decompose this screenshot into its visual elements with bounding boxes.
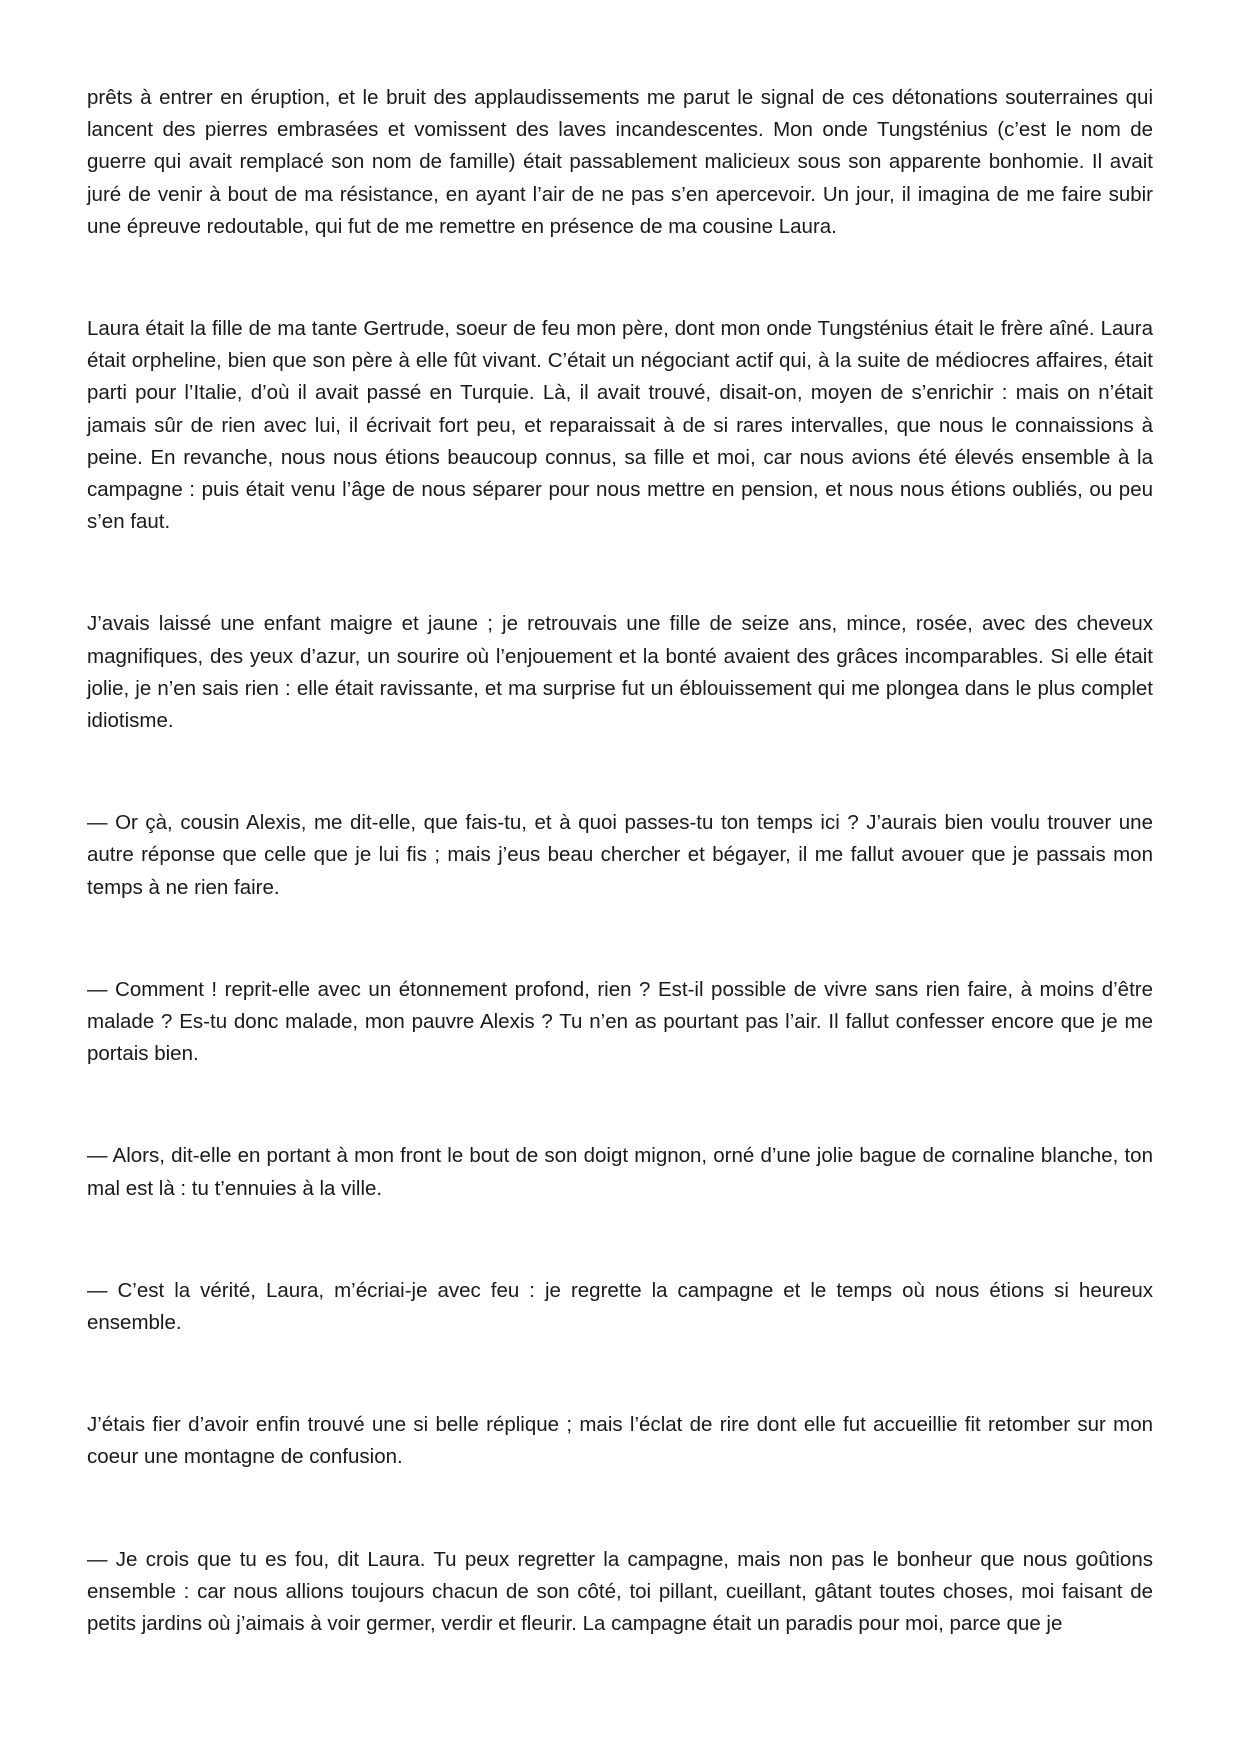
paragraph-eruption: prêts à entrer en éruption, et le bruit des applaudissements me parut le signal de ces détonations souterraines qui lancent des pierres embrasées et vomissent des laves incandescentes. Mon onde Tungsténius (c’est le nom de guerre qui avait remplacé son nom de famille) était passablement malicieux sous son apparente bonhomie. Il avait juré de venir à bout de ma résistance, en ayant l’air de ne pas s’en apercevoir. Un jour, il imagina de me faire subir une épreuve redoutable, qui fut de me remettre en présence de ma cousine Laura. — [87, 86, 1153, 238]
paragraph-gap — [87, 1339, 1153, 1409]
paragraph-gap — [87, 1070, 1153, 1140]
paragraph-gap — [87, 243, 1153, 313]
paragraph-dialogue-alors: — Alors, dit-elle en portant à mon front le bout de son doigt mignon, orné d’une jolie bague de cornaline blanche, ton mal est là : tu t’ennuies à la ville. — [87, 1144, 1153, 1200]
paragraph-replique: J’étais fier d’avoir enfin trouvé une si belle réplique ; mais l’éclat de rire dont elle fut accueillie fit retomber sur mon coeur une montagne de confusion. — [87, 1413, 1153, 1469]
document-page — [87, 82, 1153, 1640]
paragraph-gap — [87, 1474, 1153, 1544]
paragraph-dialogue-or-ca: — Or çà, cousin Alexis, me dit-elle, que fais-tu, et à quoi passes-tu ton temps ici ? J’aurais bien voulu trouver une autre réponse que celle que je lui fis ; mais j’eus beau chercher et bégayer, il me fallut avouer que je passais mon temps à ne rien faire. — [87, 811, 1153, 899]
paragraph-laura-family: Laura était la fille de ma tante Gertrude, soeur de feu mon père, dont mon onde Tungsténius était le frère aîné. Laura était orpheline, bien que son père à elle fût vivant. C’était un négociant actif qui, à la suite de médiocres affaires, était parti pour l’Italie, d’où il avait passé en Turquie. Là, il avait trouvé, disait-on, moyen de s’enrichir : mais on n’était jamais sûr de rien avec lui, il écrivait fort peu, et reparaissait à de si rares intervalles, que nous le connaissions à peine. En revanche, nous nous étions beaucoup connus, sa fille et moi, car nous avions été élevés ensemble à la campagne : puis était venu l’âge de nous séparer pour nous mettre en pension, et nous nous étions oubliés, ou peu s’en faut. — [87, 317, 1153, 534]
paragraph-reunion: J’avais laissé une enfant maigre et jaune ; je retrouvais une fille de seize ans, mince, rosée, avec des cheveux magnifiques, des yeux d’azur, un sourire où l’enjouement et la bonté avaient des grâces incomparables. Si elle était jolie, je n’en sais rien : elle était ravissante, et ma surprise fut un éblouissement qui me plongea dans le plus complet idiotisme. — [87, 612, 1153, 733]
paragraph-dialogue-verite: — C’est la vérité, Laura, m’écriai-je avec feu : je regrette la campagne et le temps où nous étions si heureux ensemble. — [87, 1278, 1153, 1335]
paragraph-dialogue-fou: — Je crois que tu es fou, dit Laura. Tu peux regretter la campagne, mais non pas le bonheur que nous goûtions ensemble : car nous allions toujours chacun de son côté, toi pillant, cueillant, gâtant toutes choses, moi faisant de petits jardins où j’aimais à voir germer, verdir et fleurir. La campagne était un paradis pour moi, parce que je — [87, 1547, 1153, 1636]
paragraph-dialogue-comment: — Comment ! reprit-elle avec un étonnement profond, rien ? Est-il possible de vivre sans rien faire, à moins d’être malade ? Es-tu donc malade, mon pauvre Alexis ? Tu n’en as pourtant pas l’air. Il fallut confesser encore que je me portais bien. — [87, 977, 1153, 1066]
paragraph-gap — [87, 1205, 1153, 1275]
paragraph-gap — [87, 904, 1153, 974]
paragraph-gap — [87, 737, 1153, 807]
paragraph-gap — [87, 538, 1153, 608]
